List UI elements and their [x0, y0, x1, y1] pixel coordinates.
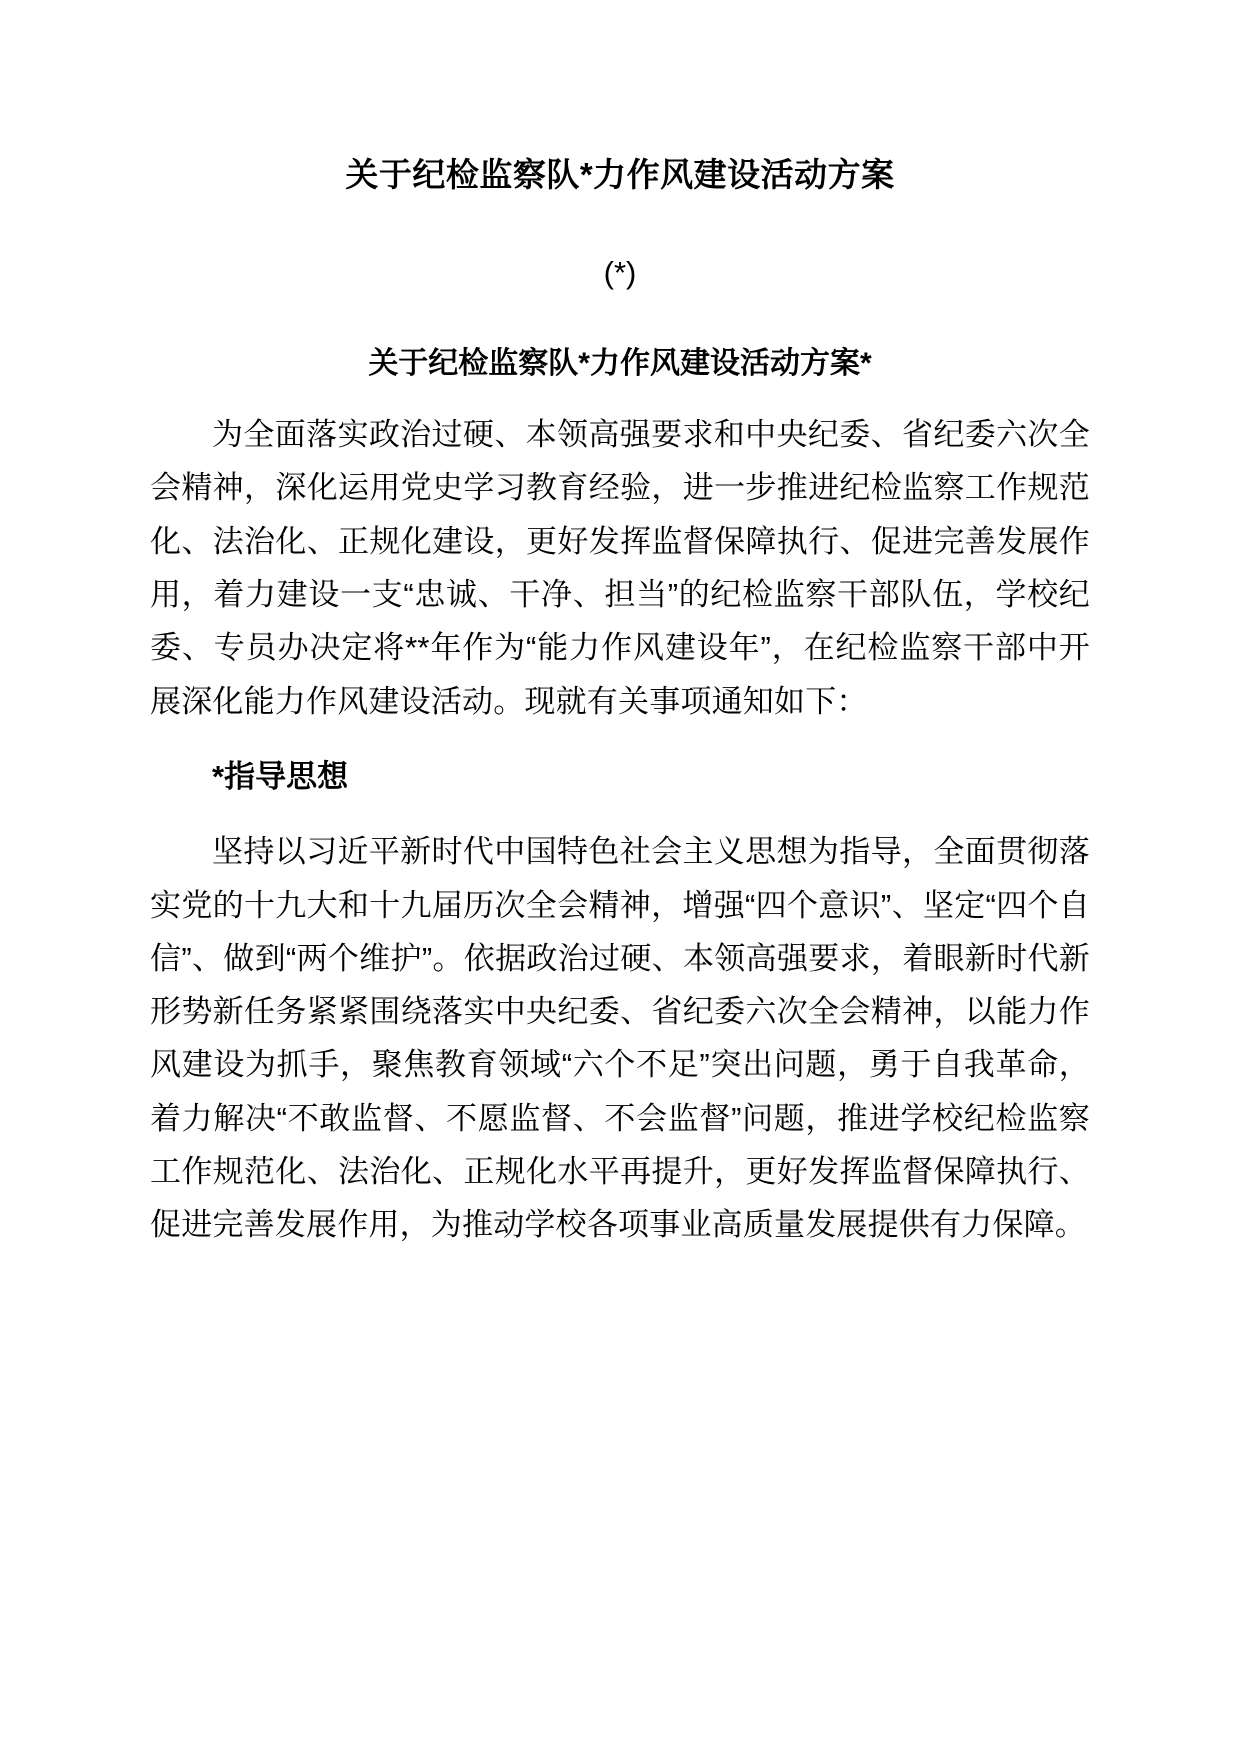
section-title: 关于纪检监察队*力作风建设活动方案*: [368, 347, 872, 380]
paragraph-intro: 为全面落实政治过硬、本领高强要求和中央纪委、省纪委六次全会精神，深化运用党史学习教育经验，进一步推进纪检监察工作规范化、法治化、正规化建设，更好发挥监督保障执行、促进完善发展作用，着力建设一支“忠诚、干净、担当”的纪检监察干部队伍，学校纪委、专员办决定将**年作为“能力作风建设年”，在纪检监察干部中开展深化能力作风建设活动。现就有关事项通知如下：: [150, 417, 1090, 719]
heading-guiding-thought: *指导思想: [212, 758, 349, 794]
document-subtitle: (*): [603, 254, 637, 290]
paragraph-guiding-thought: 坚持以习近平新时代中国特色社会主义思想为指导，全面贯彻落实党的十九大和十九届历次全会精神，增强“四个意识”、坚定“四个自信”、做到“两个维护”。依据政治过硬、本领高强要求，着眼新时代新形势新任务紧紧围绕落实中央纪委、省纪委六次全会精神，以能力作风建设为抓手，聚焦教育领域“六个不足”突出问题，勇于自我革命，着力解决“不敢监督、不愿监督、不会监督”问题，推进学校纪检监察工作规范化、法治化、正规化水平再提升，更好发挥监督保障执行、促进完善发展作用，为推动学校各项事业高质量发展提供有力保障。: [150, 834, 1090, 1243]
document-title: 关于纪检监察队*力作风建设活动方案: [345, 156, 895, 193]
